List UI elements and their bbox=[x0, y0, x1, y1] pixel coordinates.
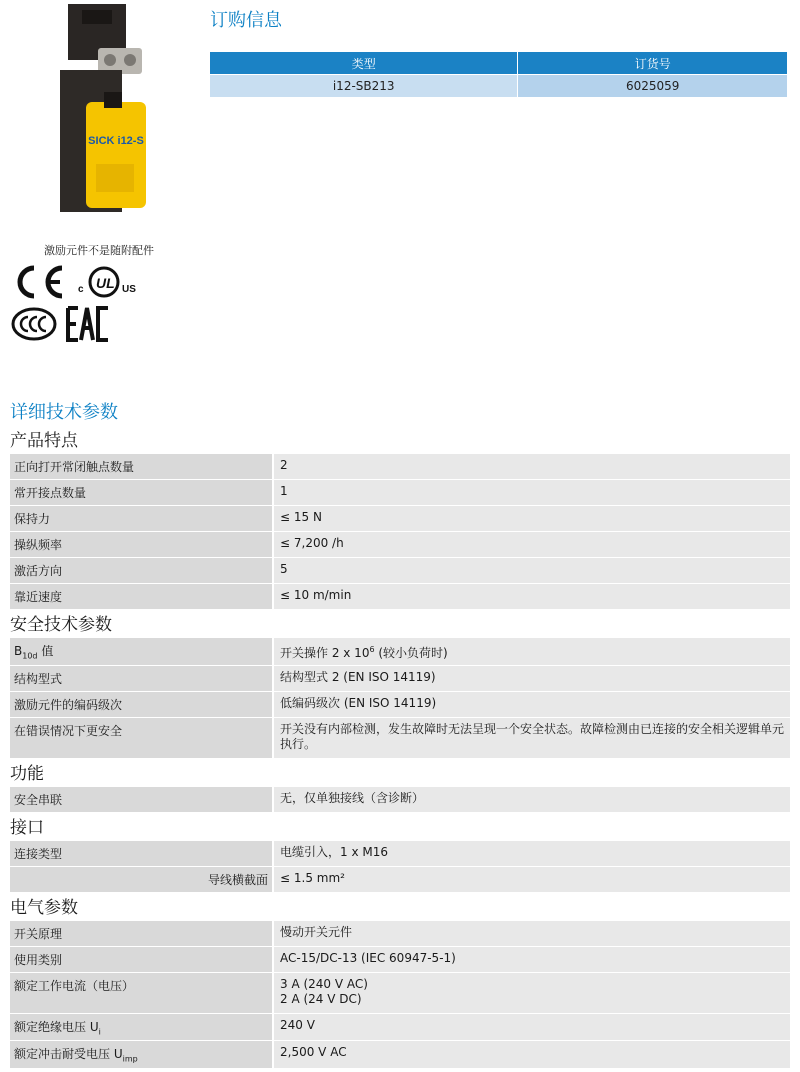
spec-value: ≤ 15 N bbox=[274, 506, 790, 531]
section-features-title: 产品特点 bbox=[10, 431, 78, 451]
table-row bbox=[10, 506, 790, 532]
spec-label-uimp: 额定冲击耐受电压 $U_{imp}$ bbox=[10, 1041, 274, 1067]
spec-label: 额定工作电流（电压） bbox=[10, 973, 274, 1013]
spec-value: 1 bbox=[274, 480, 790, 505]
table-row bbox=[10, 947, 790, 973]
table-row bbox=[10, 666, 790, 692]
spec-label: 在错误情况下更安全 bbox=[10, 718, 274, 758]
table-row bbox=[10, 638, 790, 666]
technical-data-title: 详细技术参数 bbox=[10, 402, 118, 423]
culus-mark-icon bbox=[76, 264, 140, 300]
cert-row-1 bbox=[10, 264, 140, 300]
svg-text:c: c bbox=[78, 284, 84, 295]
table-row bbox=[10, 867, 790, 893]
spec-label: 结构型式 bbox=[10, 666, 274, 691]
order-type-cell: i12-SB213 bbox=[210, 75, 518, 98]
spec-label: 激励元件的编码级次 bbox=[10, 692, 274, 717]
spec-label: 安全串联 bbox=[10, 787, 274, 812]
spec-label: 操纵频率 bbox=[10, 532, 274, 557]
svg-text:UL: UL bbox=[96, 275, 115, 291]
order-table bbox=[210, 52, 788, 97]
image-caption: 激励元件不是随附配件 bbox=[44, 244, 154, 257]
table-row bbox=[10, 921, 790, 947]
spec-label: 连接类型 bbox=[10, 841, 274, 866]
table-row bbox=[10, 454, 790, 480]
spec-value: 2 bbox=[274, 454, 790, 479]
order-part-no-cell: 6025059 bbox=[518, 75, 788, 98]
ccc-mark-icon bbox=[10, 306, 58, 342]
spec-label: 开关原理 bbox=[10, 921, 274, 946]
spec-label: 使用类别 bbox=[10, 947, 274, 972]
table-row bbox=[10, 787, 790, 813]
svg-text:US: US bbox=[122, 284, 136, 295]
spec-value: 无，仅单独接线（含诊断） bbox=[274, 787, 790, 812]
spec-value: 慢动开关元件 bbox=[274, 921, 790, 946]
table-row bbox=[10, 1041, 790, 1068]
product-image bbox=[52, 4, 160, 216]
spec-value: 结构型式 2 (EN ISO 14119) bbox=[274, 666, 790, 691]
order-header-type: 类型 bbox=[210, 52, 518, 75]
section-safety-title: 安全技术参数 bbox=[10, 615, 112, 635]
ce-mark-icon bbox=[10, 264, 68, 300]
order-header-part-no: 订货号 bbox=[518, 52, 788, 75]
product-brand-text: SICK i12-S bbox=[88, 135, 144, 147]
spec-value: 2,500 V AC bbox=[274, 1041, 790, 1067]
spec-value: ≤ 7,200 /h bbox=[274, 532, 790, 557]
yellow-cover bbox=[86, 102, 146, 208]
spec-value: ≤ 10 m/min bbox=[274, 584, 790, 609]
section-electrical-title: 电气参数 bbox=[10, 898, 78, 918]
table-row bbox=[10, 973, 790, 1014]
spec-sections bbox=[10, 426, 790, 1069]
table-row bbox=[10, 480, 790, 506]
table-row bbox=[10, 1014, 790, 1041]
table-row bbox=[10, 692, 790, 718]
spec-value: 240 V bbox=[274, 1014, 790, 1040]
spec-value: AC-15/DC-13 (IEC 60947-5-1) bbox=[274, 947, 790, 972]
spec-value: 开关没有内部检测，发生故障时无法呈现一个安全状态。故障检测由已连接的安全相关逻辑单元执行。 bbox=[274, 718, 790, 758]
spec-value: 电缆引入，1 x M16 bbox=[274, 841, 790, 866]
table-row bbox=[10, 718, 790, 759]
spec-value-current: 3 A (240 V AC) 2 A (24 V DC) bbox=[274, 973, 790, 1013]
spec-value: 5 bbox=[274, 558, 790, 583]
spec-label-ui: 额定绝缘电压 $U_i$ bbox=[10, 1014, 274, 1040]
table-row bbox=[10, 841, 790, 867]
table-row bbox=[10, 584, 790, 610]
spec-value: ≤ 1.5 mm² bbox=[274, 867, 790, 892]
eac-mark-icon bbox=[66, 306, 110, 342]
spec-label: 激活方向 bbox=[10, 558, 274, 583]
spec-sub-label: 导线横截面 bbox=[10, 867, 274, 892]
cert-row-2 bbox=[10, 306, 110, 342]
spec-label: 常开接点数量 bbox=[10, 480, 274, 505]
spec-value-b10d: 开关操作 2 x $10^6$ (较小负荷时) bbox=[274, 638, 790, 665]
table-row bbox=[10, 532, 790, 558]
spec-label: 正向打开常闭触点数量 bbox=[10, 454, 274, 479]
spec-value: 低编码级次 (EN ISO 14119) bbox=[274, 692, 790, 717]
spec-label: 保持力 bbox=[10, 506, 274, 531]
order-info-title: 订购信息 bbox=[210, 10, 282, 31]
spec-label: 靠近速度 bbox=[10, 584, 274, 609]
table-row bbox=[210, 75, 788, 98]
spec-label-b10d: $B_{10d}$ 值 bbox=[10, 638, 274, 665]
table-row bbox=[10, 558, 790, 584]
section-functions-title: 功能 bbox=[10, 764, 44, 784]
section-interfaces-title: 接口 bbox=[10, 818, 44, 838]
